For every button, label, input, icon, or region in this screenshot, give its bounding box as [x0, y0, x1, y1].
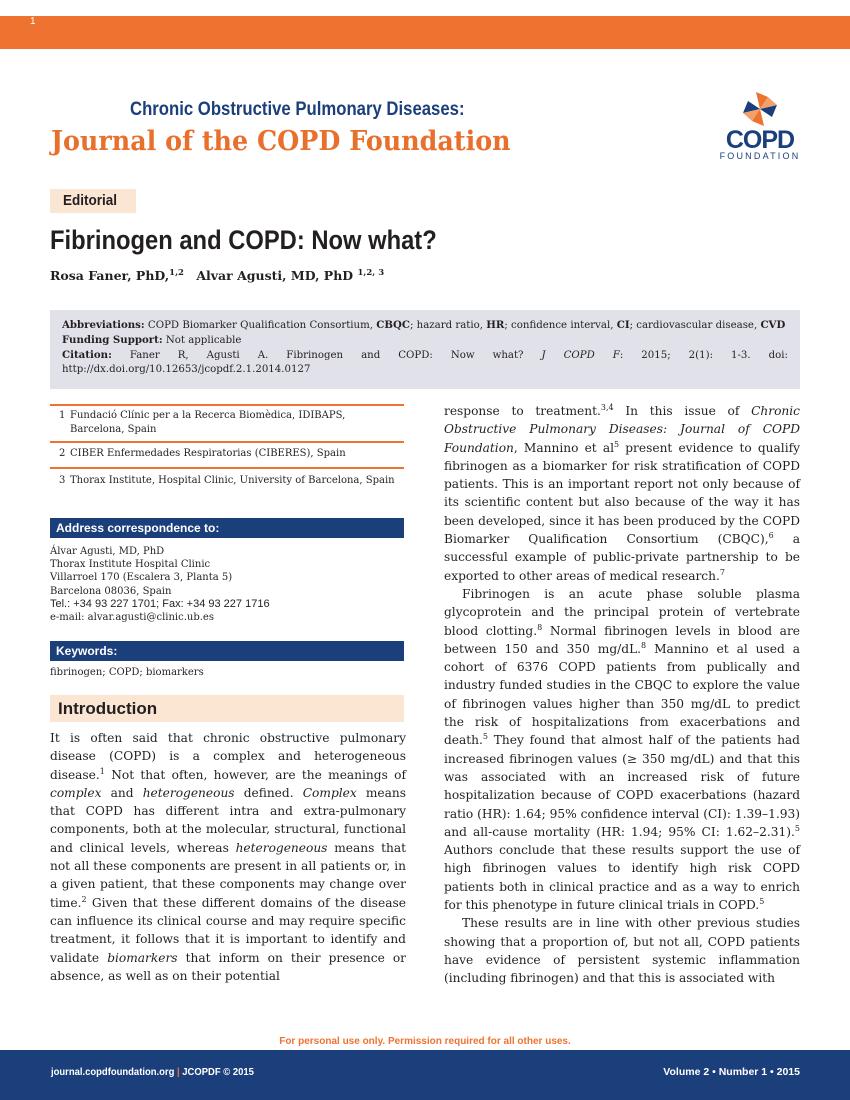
author-name: Rosa Faner, PhD, — [50, 268, 170, 283]
affiliation-item: 2 CIBER Enfermedades Respiratorias (CIBERES), Spain — [59, 448, 346, 459]
article-title: Fibrinogen and COPD: Now what? — [50, 225, 437, 255]
journal-title: Journal of the COPD Foundation — [51, 126, 511, 157]
affiliation-divider — [50, 404, 404, 406]
phone-fax: Tel.: +34 93 227 1701; Fax: +34 93 227 1716 — [50, 597, 270, 610]
footer-bar — [0, 1050, 850, 1100]
footer-left: journal.copdfoundation.org | JCOPDF © 2015 — [51, 1066, 254, 1078]
author-name: Alvar Agusti, MD, PhD — [196, 268, 354, 283]
journal-subtitle: Chronic Obstructive Pulmonary Diseases: — [130, 99, 465, 120]
introduction-heading: Introduction — [50, 695, 404, 722]
body-paragraph: These results are in line with other previous studies showing that a proportion of, but not all, COPD patients have evidence of persistent systemic inflammation (including fibrinogen) and that this is associated with — [444, 916, 800, 986]
email-address: e-mail: alvar.agusti@clinic.ub.es — [50, 612, 214, 624]
abbreviations-line: Abbreviations: COPD Biomarker Qualification Consortium, CBQC; hazard ratio, HR; confidence interval, CI; cardiovascular disease, CVD — [62, 319, 786, 331]
article-type-tag: Editorial — [50, 189, 136, 213]
volume-info: Volume 2 • Number 1 • 2015 — [663, 1066, 800, 1078]
body-paragraph: It is often said that chronic obstructive pulmonary disease (COPD) is a complex and heterogeneous disease.$^1$ Not that often, however, are the meanings of complex and heterogeneous defined. Complex means that COPD has different intra and extra-pulmonary components, both at the molecular, structural, functional and clinical levels, whereas heterogeneous means that not all these components are present in all patients or, in a given patient, that these components may change over time.$^2$ Given that these different domains of the disease can influence its clinical course and may require specific treatment, it follows that it is important to identify and validate biomarkers that inform on their presence or absence, as well as on their potential — [50, 731, 407, 983]
keywords-heading: Keywords: — [50, 641, 404, 661]
author-list — [50, 268, 384, 283]
logo-subtext: FOUNDATION — [719, 151, 801, 161]
correspondence-address: Álvar Agusti, MD, PhD Thorax Institute Hospital Clinic Villarroel 170 (Escalera 3, Planta 5) Barcelona 08036, Spain Tel.: +34 93 227 1701; Fax: +34 93 227 1716 e-mail: alvar.agusti@clinic.ub.es — [50, 545, 404, 624]
citation-line: Citation: Faner R, Agusti A. Fibrinogen and COPD: Now what? J COPD F: 2015; 2(1): 1-3. doi: http://dx.doi.org/10.12653/jcopdf.2.1.2014.0127 — [62, 349, 788, 375]
usage-notice: For personal use only. Permission required for all other uses. — [279, 1036, 571, 1047]
author-affiliation: 1,2 — [169, 268, 184, 278]
right-body-column — [444, 402, 800, 988]
keywords-list: fibrinogen; COPD; biomarkers — [50, 667, 204, 678]
affiliation-divider — [50, 441, 404, 443]
page-number: 1 — [30, 16, 36, 27]
abbreviations-box — [50, 310, 800, 389]
funding-line: Funding Support: Not applicable — [62, 334, 242, 346]
body-paragraph: Fibrinogen is an acute phase soluble plasma glycoprotein and the principal protein of vertebrate blood clotting.$^8$ Normal fibrinogen levels in blood are between 150 and 350 mg/dL.$^8$ Mannino et al used a cohort of 6376 COPD patients from publically and industry funded studies in the CBQC to explore the value of fibrinogen values higher than 350 mg/dL to predict the risk of hospitalizations from exacerbations and death.$^5$ They found that almost half of the patients had increased fibrinogen values (≥ 350 mg/dL) and that this was associated with an increased risk of future hospitalization because of COPD exacerbations (hazard ratio (HR): 1.64; 95% confidence interval (CI): 1.39–1.93) and all-cause mortality (HR: 1.94; 95% CI: 1.62–2.31).$^5$ Authors conclude that these results support the use of high fibrinogen values to identify high risk COPD patients both in clinical practice and as a way to enrich for this phenotype in future clinical trials in COPD.$^5$ — [444, 586, 801, 913]
pinwheel-icon — [739, 90, 781, 128]
body-paragraph: response to treatment.$^{3,4}$ In this issue of Chronic Obstructive Pulmonary Diseases: Journal of COPD Foundation, Mannino et $al^5$ present evidence to qualify fibrinogen as a biomarker for risk stratification of COPD patients. This is an important report not only because of its scientific content but also because of the way it has been developed, since it has been produced by the COPD Biomarker Qualification Consortium (CBQC),$^6$ a successful example of public-private partnership to be exported to other areas of medical research.$^7$ — [444, 403, 801, 583]
logo-word: COPD — [725, 126, 795, 154]
affiliation-divider — [50, 467, 404, 469]
journal-url[interactable]: journal.copdfoundation.org — [51, 1066, 175, 1078]
author-affiliation: 1,2, 3 — [357, 268, 385, 278]
left-body-column — [50, 729, 406, 985]
address-heading: Address correspondence to: — [50, 518, 404, 538]
copd-foundation-logo — [716, 90, 804, 162]
affiliation-item: 3 Thorax Institute, Hospital Clinic, University of Barcelona, Spain — [59, 475, 395, 486]
header-bar — [0, 16, 850, 49]
affiliation-item: 1 Fundació Clínic per a la Recerca Biomèdica, IDIBAPS, Barcelona, Spain — [59, 410, 346, 435]
